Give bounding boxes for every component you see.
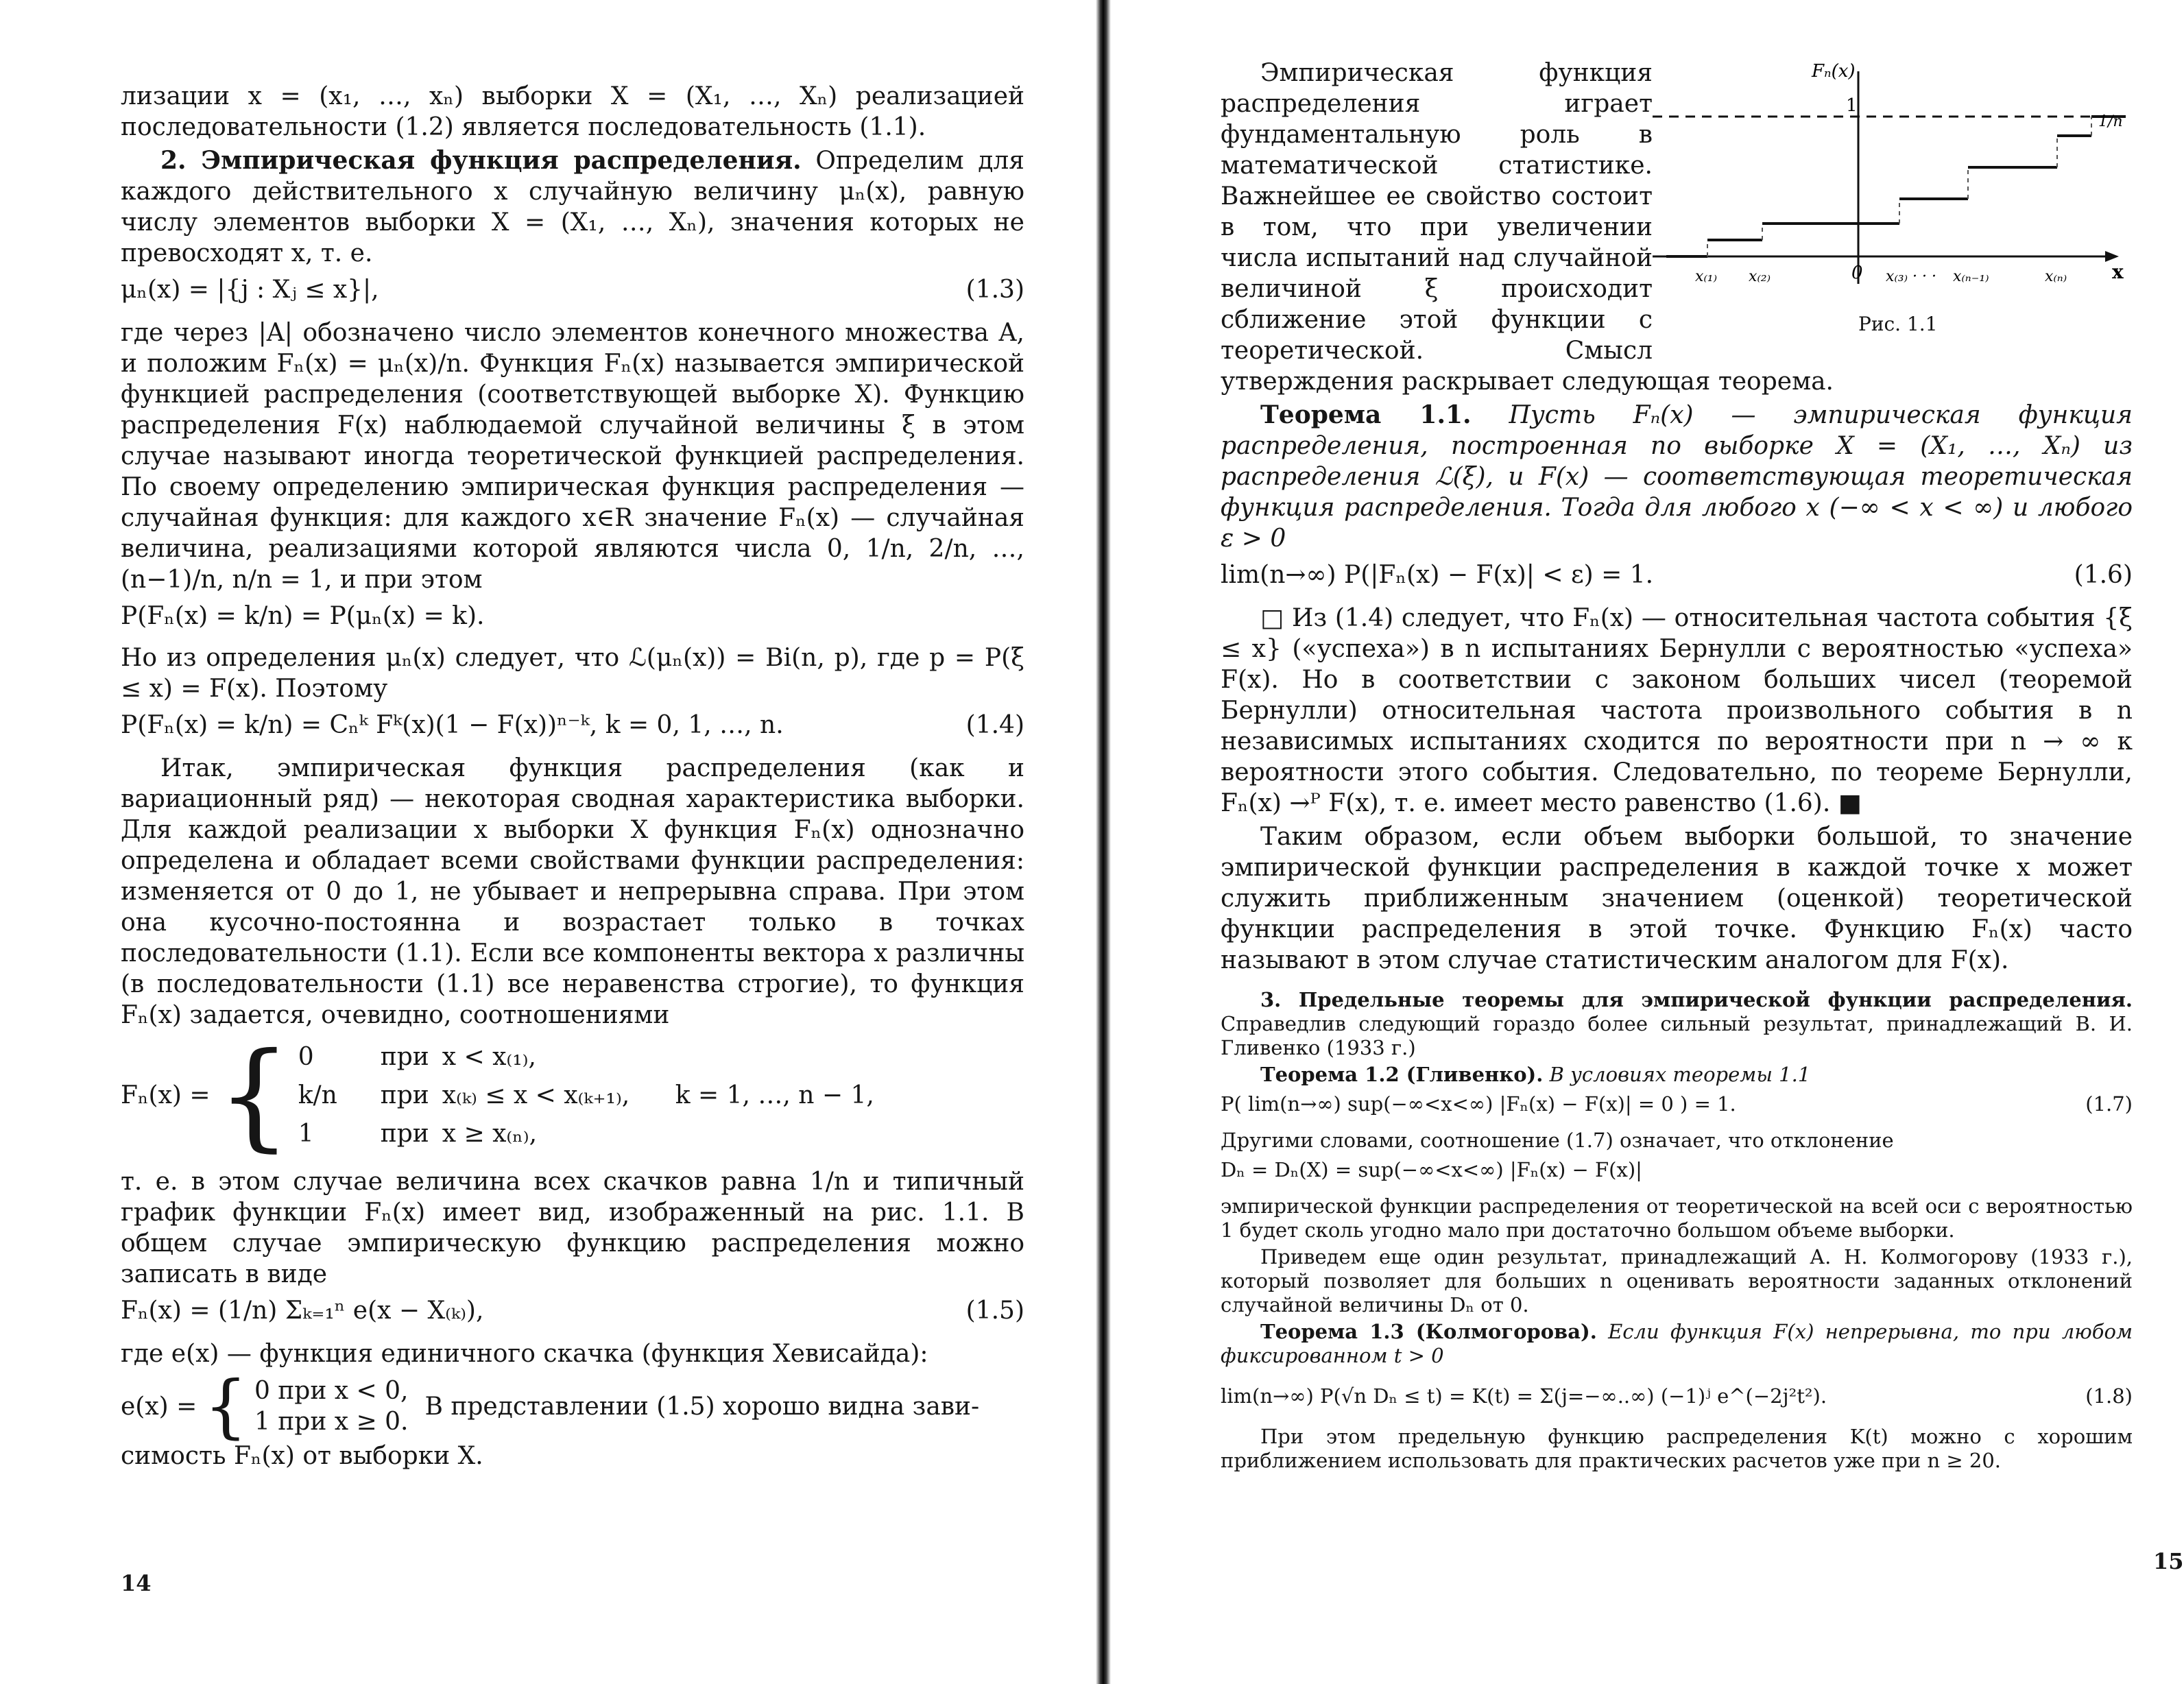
equation-1-7-number: (1.7) [2085, 1092, 2133, 1116]
final-paragraph: При этом предельную функцию распределения K(t) можно с хорошим приближением использовать для практических расчетов уже при n ≥ 20. [1221, 1425, 2133, 1472]
equation-1-8-body: lim(n→∞) P(√n Dₙ ≤ t) = K(t) = Σ(j=−∞..∞) (−1)ʲ e^(−2j²t²). [1221, 1384, 1827, 1408]
kolmogorov-paragraph: Приведем еще один результат, принадлежащий А. Н. Колмогорову (1933 г.), который позволяет для больших n оценивать вероятности заданных отклонений случайной величины Dₙ от 0. [1221, 1245, 2133, 1316]
heaviside-case: 1 при x ≥ 0. [254, 1408, 409, 1436]
equation-probability: P(Fₙ(x) = k/n) = P(μₙ(x) = k). [121, 602, 485, 630]
equation-dn [1221, 1158, 2133, 1182]
right-page-text [1221, 58, 2133, 1476]
x-axis-label: x [2112, 261, 2124, 283]
heaviside-paragraph: где e(x) — функция единичного скачка (функция Хевисайда): [121, 1340, 928, 1368]
cases-formula [121, 1028, 1024, 1164]
case-word: при [380, 1043, 429, 1071]
case-value: k/n [298, 1081, 337, 1109]
section3-paragraph [1221, 988, 2133, 1060]
theorem-1-2-heading: Теорема 1.2 (Гливенко). [1260, 1063, 1544, 1086]
y-tick-one: 1 [1846, 95, 1858, 116]
cases-brace: { [217, 1028, 291, 1164]
page-number: 15 [2153, 1548, 2184, 1574]
y-axis-label: Fₙ(x) [1812, 61, 1856, 82]
equation-1-7-body: P( lim(n→∞) sup(−∞<x<∞) |Fₙ(x) − F(x)| = 0 ) = 1. [1221, 1092, 1736, 1116]
equation-1-8 [1221, 1384, 2133, 1408]
step-segments [1666, 117, 2126, 256]
page-number: 14 [121, 1570, 152, 1596]
small-print-block [1221, 988, 2133, 1473]
section2-paragraph [121, 145, 1024, 269]
binomial-paragraph: Но из определения μₙ(x) следует, что ℒ(μₙ(x)) = Bi(n, p), где p = P(ξ ≤ x) = F(x). Поэтому [121, 644, 1024, 703]
theorem-1-1 [1221, 400, 2133, 554]
figure-caption: Рис. 1.1 [1858, 313, 1938, 335]
empirical-definition-paragraph: где через |A| обозначено число элементов конечного множества A, и положим Fₙ(x) = μₙ(x)/n. Функция Fₙ(x) называется эмпирической функцией распределения (соответствующей выборке X). Функцию распределения F(x) наблюдаемой случайной величины ξ в этом случае называют иногда теоретической функцией распределения. По своему определению эмпирическая функция распределения — случайная функция: для каждого x∈R значение Fₙ(x) — случайная величина, реализациями которой являются числа 0, 1/n, 2/n, …, (n−1)/n, n/n = 1, и при этом [121, 319, 1024, 594]
jumps-paragraph: т. е. в этом случае величина всех скачков равна 1/n и типичный график функции Fₙ(x) имеет вид, изображенный на рис. 1.1. В общем случае эмпирическую функцию распределения можно записать в виде [121, 1168, 1024, 1288]
case-value: 0 [298, 1043, 314, 1071]
case-condition: x₍ₖ₎ ≤ x < x₍ₖ₊₁₎, [442, 1081, 630, 1109]
case-row [298, 1038, 874, 1076]
case-value: 1 [298, 1120, 314, 1148]
case-row [298, 1076, 874, 1115]
equation-1-7 [1221, 1092, 2133, 1116]
x-tick-label: x₍₂₎ [1749, 268, 1771, 285]
case-word: при [380, 1081, 429, 1109]
step-function-plot [1653, 58, 2133, 346]
theorem-1-3-text: Если функция F(x) непрерывна, то при любом фиксированном t > 0 [1221, 1320, 2133, 1367]
properties-paragraph: Итак, эмпирическая функция распределения (как и вариационный ряд) — некоторая сводная характеристика выборки. Для каждой реализации x выборки X функция Fₙ(x) однозначно определена и обладает всеми свойствами функции распределения: изменяется от 0 до 1, не убывает и непрерывна справа. При этом она кусочно-постоянна и возрастает только в точках последовательности (1.1). Если все компоненты вектора x различны (в последовательности (1.1) все неравенства строгие), то функция Fₙ(x) задается, очевидно, соотношениями [121, 754, 1024, 1029]
intro-paragraph: лизации x = (x₁, …, xₙ) выборки X = (X₁, …, Xₙ) реализацией последовательности (1.2) является последовательность (1.1). [121, 82, 1024, 141]
proof-paragraph: □ Из (1.4) следует, что Fₙ(x) — относительная частота события {ξ ≤ x} («успеха») в n испытаниях Бернулли с вероятностью «успеха» F(x). Но в соответствии с законом больших чисел (теоремой Бернулли) относительная частота произвольного события в n независимых испытаниях сходится по вероятности при n → ∞ к вероятности этого события. Следовательно, по теореме Бернулли, Fₙ(x) →ᴾ F(x), т. е. имеет место равенство (1.6). ■ [1221, 604, 2133, 817]
equation-1-6 [1221, 560, 2133, 590]
heaviside-brace: { [204, 1366, 248, 1446]
cases-k-range: k = 1, …, n − 1, [675, 1081, 874, 1109]
equation-1-8-number: (1.8) [2085, 1384, 2133, 1408]
case-condition: x < x₍₁₎, [442, 1043, 536, 1071]
equation-1-3-number: (1.3) [965, 276, 1024, 304]
x-tick-label: x₍ₙ₋₁₎ [1953, 268, 1989, 285]
cases-rows [298, 1038, 874, 1153]
theorem-1-2 [1221, 1063, 2133, 1087]
theorem-1-3 [1221, 1320, 2133, 1368]
figure-1-1 [1653, 58, 2133, 346]
left-page [0, 0, 1083, 1684]
section2-heading: 2. Эмпирическая функция распределения. [160, 146, 802, 175]
step-size-label: 1/n [2098, 113, 2123, 130]
case-word: при [380, 1120, 429, 1148]
heaviside-tail: В представлении (1.5) хорошо видна зави- [424, 1392, 980, 1421]
step-risers [1707, 117, 2091, 256]
equation-1-3-body: μₙ(x) = |{j : Xⱼ ≤ x}|, [121, 276, 379, 304]
equation-1-6-number: (1.6) [2074, 561, 2133, 589]
section3-heading: 3. Предельные теоремы для эмпирической функции распределения. [1260, 988, 2133, 1011]
theorem-1-1-text: Пусть Fₙ(x) — эмпирическая функция распределения, построенная по выборке X = (X₁, …, Xₙ) из распределения ℒ(ξ), и F(x) — соответствующая теоретическая функция распределения. Тогда для любого x (−∞ < x < ∞) и любого ε > 0 [1221, 401, 2133, 553]
theorem-1-2-text: В условиях теоремы 1.1 [1549, 1063, 1811, 1086]
equation-1-4 [121, 710, 1024, 741]
equation-1-6-body: lim(n→∞) P(|Fₙ(x) − F(x)| < ε) = 1. [1221, 561, 1654, 589]
book-spine [1096, 0, 1111, 1684]
case-row [298, 1115, 874, 1153]
section3-text: Справедлив следующий гораздо более сильный результат, принадлежащий В. И. Гливенко (1933 г.) [1221, 1012, 2133, 1059]
equation-dn-body: Dₙ = Dₙ(X) = sup(−∞<x<∞) |Fₙ(x) − F(x)| [1221, 1158, 1642, 1181]
equation-1-4-body: P(Fₙ(x) = k/n) = Cₙᵏ Fᵏ(x)(1 − F(x))ⁿ⁻ᵏ, k = 0, 1, …, n. [121, 711, 784, 739]
equation-1-5-number: (1.5) [965, 1297, 1024, 1325]
left-page-text [121, 81, 1024, 1474]
last-paragraph: симость Fₙ(x) от выборки X. [121, 1442, 483, 1470]
equation-1-4-number: (1.4) [965, 711, 1024, 739]
right-page [1118, 0, 2184, 1684]
x-tick-label: x₍₁₎ [1695, 268, 1718, 285]
heaviside-lhs: e(x) = [121, 1392, 197, 1421]
x-tick-label: x₍ₙ₎ [2045, 268, 2067, 285]
theorem-1-1-heading: Теорема 1.1. [1260, 400, 1472, 429]
x-tick-label: x₍₃₎ · · · [1886, 268, 1936, 285]
heaviside-rows [254, 1375, 409, 1437]
equation-1-3 [121, 274, 1024, 305]
equation-1-5-body: Fₙ(x) = (1/n) Σₖ₌₁ⁿ e(x − X₍ₖ₎), [121, 1297, 484, 1325]
deviation-paragraph: эмпирической функции распределения от теоретической на всей оси с вероятностью 1 будет сколь угодно мало при достаточно большом объеме выборки. [1221, 1194, 2133, 1242]
equation-1-5 [121, 1295, 1024, 1326]
heaviside-case: 0 при x < 0, [254, 1377, 409, 1405]
case-condition: x ≥ x₍ₙ₎, [442, 1120, 538, 1148]
theorem-1-3-heading: Теорема 1.3 (Колмогорова). [1260, 1320, 1597, 1343]
origin-label: 0 [1851, 263, 1863, 283]
cases-lhs: Fₙ(x) = [121, 1081, 211, 1109]
estimate-paragraph: Таким образом, если объем выборки большой, то значение эмпирической функции распределения в каждой точке x может служить приближенным значением (оценкой) теоретической функции распределения в этой точке. Функцию Fₙ(x) часто называют в этом случае статистическим аналогом для F(x). [1221, 823, 2133, 974]
words-paragraph: Другими словами, соотношение (1.7) означает, что отклонение [1221, 1129, 1894, 1152]
section2-text: Определим для каждого действительного x случайную величину μₙ(x), равную числу элементов выборки X = (X₁, …, Xₙ), значения которых не превосходят x, т. е. [121, 147, 1024, 267]
role-paragraph: Эмпирическая функция распределения играет фундаментальную роль в математической статистике. Важнейшее ее свойство состоит в том, что при увеличении числа испытаний над случайной величиной ξ происходит сближение этой функции с теоретической. Смысл утверждения раскрывает следующая теорема. [1221, 59, 1834, 396]
heaviside-formula [121, 1366, 1024, 1446]
